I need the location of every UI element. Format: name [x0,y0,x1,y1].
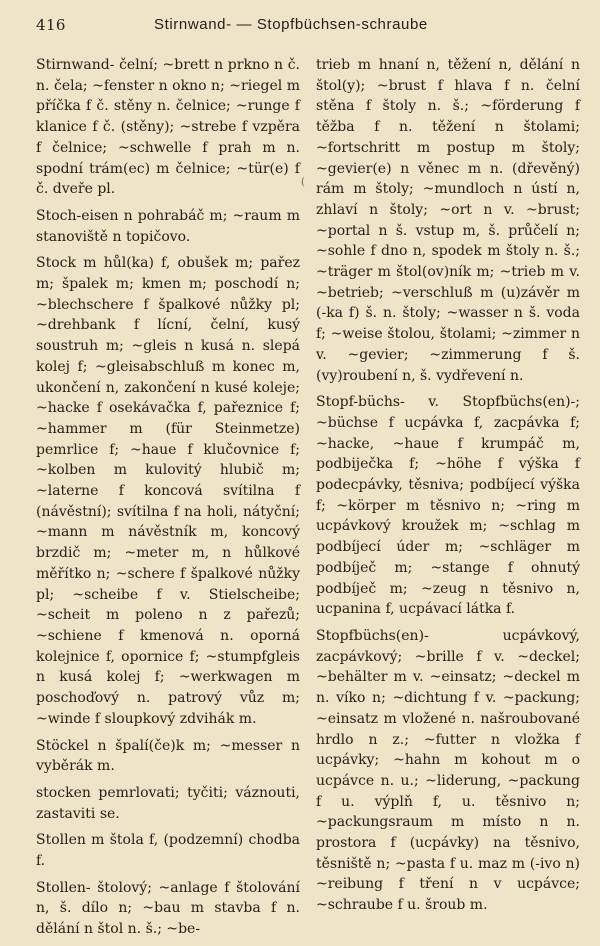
dictionary-entry: Stock m hůl(ka) f, obušek m; pařez m; špalek m; kmen m; poschodí n; ~blechschere f špalkové nůžky pl; ~drehbank f lícní, čelní, kusý soustruh m; ~gleis n kusá n. slepá kolej f; ~gleisabschluß m konec m, ukončení n, zakončení n kusé koleje; ~hacke f osekávačka f, pařeznice f; ~hammer m (für Steinmetze) pemrlice f; ~haue f klučovnice f; ~kolben m kulovitý hlubič m; ~laterne f koncová svítilna f (návěstní); svítilna f na holi, nátyční; ~mann m návěstník m, koncový brzdič m; ~meter m, n hůlkové měřítko n; ~schere f špalkové nůžky pl; ~scheibe f v. Stielscheibe; ~scheit m poleno n z pařezů; ~schiene f kmenová n. oporná kolejnice f, opornice f; ~stumpfgleis n kusá kolej f; ~werkwagen m poschoďový n. patrový vůz m; ~winde f sloupkový zdvihák m. [36,255,300,727]
dictionary-entry: Stollen- štolový; ~anlage f štolování n, š. dílo n; ~bau m stavba f n. dělání n štol n. š.; ~be- [36,879,300,938]
page-header [36,16,564,40]
dictionary-entry: Stopf-büchs- v. Stopfbüchs(en)-; ~büchse f ucpávka f, zacpávka f; ~hacke, ~haue f krumpáč m, podbiječka f; ~höhe f výška f podecpávky, těsniva; podbíjecí výška f; ~körper m těsnivo n; ~ring m ucpávkový kroužek m; ~schlag m podbíjecí úder m; ~schläger m podbíječ m; ~stange f ohnutý podbíječ m; ~zeug n těsnivo n, ucpanina f, ucpávací látka f. [316,394,580,618]
gutter-mark: ( [301,177,305,188]
dictionary-entry: trieb m hnaní n, těžení n, dělání n štol(y); ~brust f hlava f n. čelní stěna f štoly n. š.; ~förderung f těžba f n. těžení n štolami; ~fortschritt m postup m štoly; ~gevier(e) n věnec m n. (dřevěný) rám m štoly; ~mundloch n ústí n, zhlaví n štoly; ~ort n v. ~brust; ~portal n š. vstup m, š. průčelí n; ~sohle f dno n, spodek m štoly n. š.; ~träger m štol(ov)ník m; ~trieb m v. ~betrieb; ~verschluß m (u)závěr m (-ka f) š. n. štoly; ~wasser n š. voda f; ~weise štolou, štolami; ~zimmer n v. ~gevier; ~zimmerung f š. (vy)roubení n, š. vydřevení n. [316,57,580,384]
dictionary-entry: stocken pemrlovati; tyčiti; váznouti, zastaviti se. [36,784,300,822]
running-head: Stirnwand- — Stopfbüchsen-schraube [154,16,428,33]
page-number: 416 [36,16,66,34]
left-column [36,55,300,946]
dictionary-entry: Stirnwand- čelní; ~brett n prkno n č. n. čela; ~fenster n okno n; ~riegel m příčka f č. stěny n. čelnice; ~runge f klanice f č. (stěny); ~strebe f vzpěra f čelnice; ~schwelle f prah m n. spodní trám(ec) m čelnice; ~tür(e) f č. dveře pl. [36,57,300,198]
dictionary-entry: Stopfbüchs(en)- ucpávkový, zacpávkový; ~brille f v. ~deckel; ~behälter m v. ~einsatz; ~deckel m n. víko n; ~dichtung f v. ~packung; ~einsatz m vložené n. našroubované hrdlo n z.; ~futter n vložka f ucpávky; ~hahn m kohout m o ucpávce n. u.; ~liderung, ~packung f u. výplň f, u. těsnivo n; ~packungsraum m místo n n. prostora f (ucpávky) na těsnivo, těsniště n; ~pasta f u. maz m (-ivo n) ~reibung f tření n v ucpávce; ~schraube f u. šroub m. [316,627,580,914]
right-column [316,55,580,922]
dictionary-entry: Stollen m štola f, (podzemní) chodba f. [36,832,300,870]
dictionary-entry: Stoch-eisen n pohrabáč m; ~raum m stanoviště n topičovo. [36,207,300,245]
dictionary-entry: Stöckel n špalí(če)k m; ~messer n vyběrák m. [36,737,300,775]
